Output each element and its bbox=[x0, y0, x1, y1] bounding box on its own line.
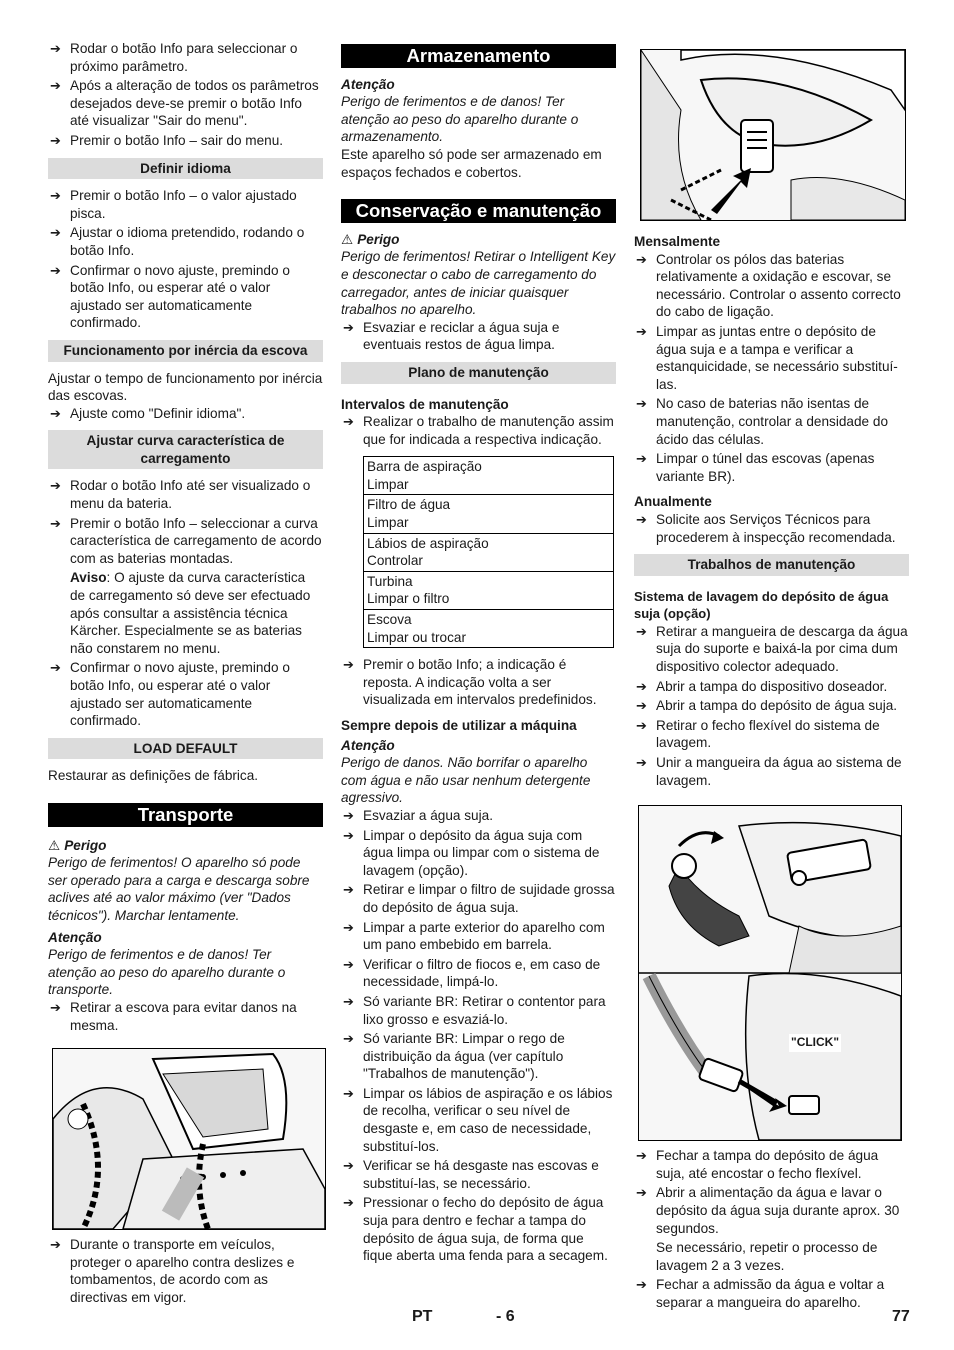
step: ➔ Ajuste como "Definir idioma". bbox=[48, 405, 323, 423]
maintenance-table bbox=[363, 456, 614, 648]
subheading-intervalos: Intervalos de manutenção bbox=[341, 396, 509, 412]
illustration-hose-connection bbox=[638, 805, 902, 1141]
atencao-heading: Atenção bbox=[48, 929, 102, 945]
footer-section-page: - 6 bbox=[496, 1308, 515, 1325]
table-cell-action: Controlar bbox=[367, 553, 423, 569]
step: ➔ Abrir a tampa do depósito de água suja. bbox=[634, 697, 909, 715]
table-cell-action: Limpar bbox=[367, 476, 409, 492]
table-cell-item: Escova bbox=[367, 612, 412, 628]
step: ➔ Só variante BR: Retirar o contentor para lixo grosso e esvaziá-lo. bbox=[341, 993, 616, 1028]
step: ➔ Ajustar o idioma pretendido, rodando o botão Info. bbox=[48, 224, 323, 259]
step: ➔ Limpar o túnel das escovas (apenas variante BR). bbox=[634, 450, 909, 485]
step: ➔ Abrir a tampa do dispositivo doseador. bbox=[634, 678, 909, 696]
subheading-mensal: Mensalmente bbox=[634, 234, 721, 249]
table-cell-item: Turbina bbox=[367, 573, 413, 589]
atencao-text: Perigo de ferimentos e de danos! Ter atenção ao peso do aparelho durante o armazenamento. bbox=[341, 94, 579, 145]
step: ➔ Premir o botão Info – sair do menu. bbox=[48, 132, 323, 150]
step: ➔ Confirmar o novo ajuste, premindo o botão Info, ou esperar até o valor ajustado ser automaticamente confirmado. bbox=[48, 659, 323, 729]
step: ➔ Premir o botão Info – o valor ajustado pisca. bbox=[48, 187, 323, 222]
subheading-sistema-lavagem: Sistema de lavagem do depósito de água suja (opção) bbox=[634, 588, 889, 622]
note: Se necessário, repetir o processo de lavagem 2 a 3 vezes. bbox=[656, 1240, 878, 1273]
step: ➔ Retirar e limpar o filtro de sujidade grossa do depósito de água suja. bbox=[341, 881, 616, 916]
section-heading-idioma: Definir idioma bbox=[48, 158, 323, 180]
step: ➔ Solicite aos Serviços Técnicos para procederem à inspecção recomendada. bbox=[634, 511, 909, 546]
footer-language: PT bbox=[412, 1308, 433, 1325]
illustration-transport bbox=[52, 1048, 326, 1230]
step: ➔ Retirar o fecho flexível do sistema de lavagem. bbox=[634, 717, 909, 752]
step: ➔ No caso de baterias não isentas de manutenção, controlar a densidade do ácido das células. bbox=[634, 395, 909, 448]
step: ➔ Confirmar o novo ajuste, premindo o botão Info, ou esperar até o valor ajustado ser automaticamente confirmado. bbox=[48, 262, 323, 332]
aviso-note bbox=[48, 569, 323, 657]
footer-page-number: 77 bbox=[892, 1308, 910, 1325]
step: ➔ Premir o botão Info; a indicação é reposta. A indicação volta a ser visualizada em intervalos predefinidos. bbox=[341, 656, 616, 709]
aviso-text: : O ajuste da curva característica de carregamento só deve ser efectuado após consultar a assistência técnica Kärcher. Especialmente se as baterias não constarem no menu. bbox=[70, 570, 311, 656]
step: ➔ Retirar a mangueira de descarga da água suja do suporte e baixá-la por cima dum dispositivo colector adequado. bbox=[634, 623, 909, 676]
perigo-text: Perigo de ferimentos! O aparelho só pode ser operado para a carga e descarga sobre aclives até ao valor máximo (ver "Dados técnicos"). Marchar lentamente. bbox=[48, 855, 310, 923]
step: ➔ Limpar os lábios de aspiração e os lábios de recolha, verificar o seu nível de desgaste e, em caso de necessidade, substituí-los. bbox=[341, 1085, 616, 1155]
step: ➔ Retirar a escova para evitar danos na mesma. bbox=[48, 999, 323, 1034]
step: ➔ Verificar o filtro de fiocos e, em caso de necessidade, limpá-lo. bbox=[341, 956, 616, 991]
table-cell-item: Barra de aspiração bbox=[367, 459, 482, 475]
illustration-tank-lock bbox=[640, 49, 906, 221]
table-row bbox=[364, 495, 614, 533]
warning-icon: ⚠ bbox=[341, 231, 354, 247]
table-cell-action: Limpar bbox=[367, 515, 409, 531]
section-heading-curva: Ajustar curva característica de carregamento bbox=[48, 430, 323, 469]
step: ➔ Fechar a admissão da água e voltar a separar a mangueira do aparelho. bbox=[634, 1276, 909, 1311]
chapter-heading-conservacao: Conservação e manutenção bbox=[341, 199, 616, 223]
step: ➔ Limpar o depósito da água suja com água limpa ou limpar com o sistema de lavagem (opção). bbox=[341, 827, 616, 880]
atencao-heading: Atenção bbox=[341, 737, 395, 753]
transport-drawing bbox=[53, 1049, 325, 1229]
table-cell-action: Limpar o filtro bbox=[367, 591, 450, 607]
step: ➔ Limpar a parte exterior do aparelho com um pano embebido em barrela. bbox=[341, 919, 616, 954]
step: ➔ Realizar o trabalho de manutenção assim que for indicada a respectiva indicação. bbox=[341, 413, 616, 448]
section-heading-inercia: Funcionamento por inércia da escova bbox=[48, 340, 323, 362]
table-row bbox=[364, 533, 614, 571]
section-heading-trabalhos: Trabalhos de manutenção bbox=[634, 554, 909, 576]
table-cell-action: Limpar ou trocar bbox=[367, 629, 466, 645]
step: ➔ Controlar os pólos das baterias relativamente a oxidação e escovar, se necessário. Controlar o assento correcto do cabo de ligação. bbox=[634, 251, 909, 321]
step: ➔ Verificar se há desgaste nas escovas e substituí-las, se necessário. bbox=[341, 1157, 616, 1192]
table-row bbox=[364, 610, 614, 648]
step: ➔ Só variante BR: Limpar o rego de distribuição da água (ver capítulo "Trabalhos de manutenção"). bbox=[341, 1030, 616, 1083]
aviso-label: Aviso bbox=[70, 570, 107, 586]
table-row bbox=[364, 457, 614, 495]
click-label: "CLICK" bbox=[789, 1034, 841, 1052]
warning-icon: ⚠ bbox=[48, 837, 61, 853]
step: ➔ Esvaziar a água suja. bbox=[341, 807, 616, 825]
step: ➔ Pressionar o fecho do depósito de água suja para dentro e fechar a tampa do depósito de água suja, de forma que fique aberta uma fenda para a secagem. bbox=[341, 1194, 616, 1264]
step: ➔ Limpar as juntas entre o depósito de água suja e a tampa e verificar a estanquicidade, se necessário substituí-las. bbox=[634, 323, 909, 393]
chapter-heading-armazenamento: Armazenamento bbox=[341, 44, 616, 68]
paragraph: Ajustar o tempo de funcionamento por inércia das escovas. bbox=[48, 370, 323, 404]
column-right bbox=[634, 40, 909, 1314]
section-heading-plano: Plano de manutenção bbox=[341, 362, 616, 384]
step: ➔ Durante o transporte em veículos, proteger o aparelho contra deslizes e tombamentos, de acordo com as directivas em vigor. bbox=[48, 1236, 323, 1306]
atencao-text: Perigo de danos. Não borrifar o aparelho com água e não usar nenhum detergente agressivo. bbox=[341, 755, 591, 806]
atencao-text: Perigo de ferimentos e de danos! Ter atenção ao peso do aparelho durante o transporte. bbox=[48, 947, 286, 998]
step: ➔ Fechar a tampa do depósito de água suja, até encostar o fecho flexível. bbox=[634, 1147, 909, 1182]
perigo-heading: ⚠ Perigo bbox=[48, 837, 107, 853]
table-row bbox=[364, 571, 614, 609]
table-cell-item: Lábios de aspiração bbox=[367, 535, 489, 551]
column-middle bbox=[341, 40, 616, 1267]
column-left bbox=[48, 40, 323, 1308]
step: ➔ Após a alteração de todos os parâmetros desejados deve-se premir o botão Info até visualizar "Sair do menu". bbox=[48, 77, 323, 130]
subheading-sempre: Sempre depois de utilizar a máquina bbox=[341, 718, 577, 733]
paragraph: Este aparelho só pode ser armazenado em espaços fechados e cobertos. bbox=[341, 146, 602, 180]
atencao-heading: Atenção bbox=[341, 76, 395, 92]
tank-lock-drawing bbox=[641, 50, 905, 220]
step: ➔ Abrir a alimentação da água e lavar o depósito da água suja durante aprox. 30 segundos. bbox=[634, 1184, 909, 1237]
table-cell-item: Filtro de água bbox=[367, 497, 451, 513]
perigo-heading: ⚠ Perigo bbox=[341, 231, 400, 247]
step: ➔ Esvaziar e reciclar a água suja e eventuais restos de água limpa. bbox=[341, 319, 616, 354]
chapter-heading-transporte: Transporte bbox=[48, 803, 323, 827]
step: ➔ Premir o botão Info – seleccionar a curva característica de carregamento de acordo com as baterias montadas. bbox=[48, 515, 323, 568]
section-heading-load-default: LOAD DEFAULT bbox=[48, 738, 323, 760]
perigo-text: Perigo de ferimentos! Retirar o Intelligent Key e desconectar o cabo de carregamento do carregador, antes de iniciar quaisquer trabalhos no aparelho. bbox=[341, 249, 616, 318]
hose-drawing bbox=[639, 806, 901, 1140]
paragraph: Restaurar as definições de fábrica. bbox=[48, 768, 259, 784]
step: ➔ Rodar o botão Info até ser visualizado o menu da bateria. bbox=[48, 477, 323, 512]
subheading-anual: Anualmente bbox=[634, 494, 712, 510]
step: ➔ Unir a mangueira da água ao sistema de lavagem. bbox=[634, 754, 909, 789]
step: ➔ Rodar o botão Info para seleccionar o próximo parâmetro. bbox=[48, 40, 323, 75]
